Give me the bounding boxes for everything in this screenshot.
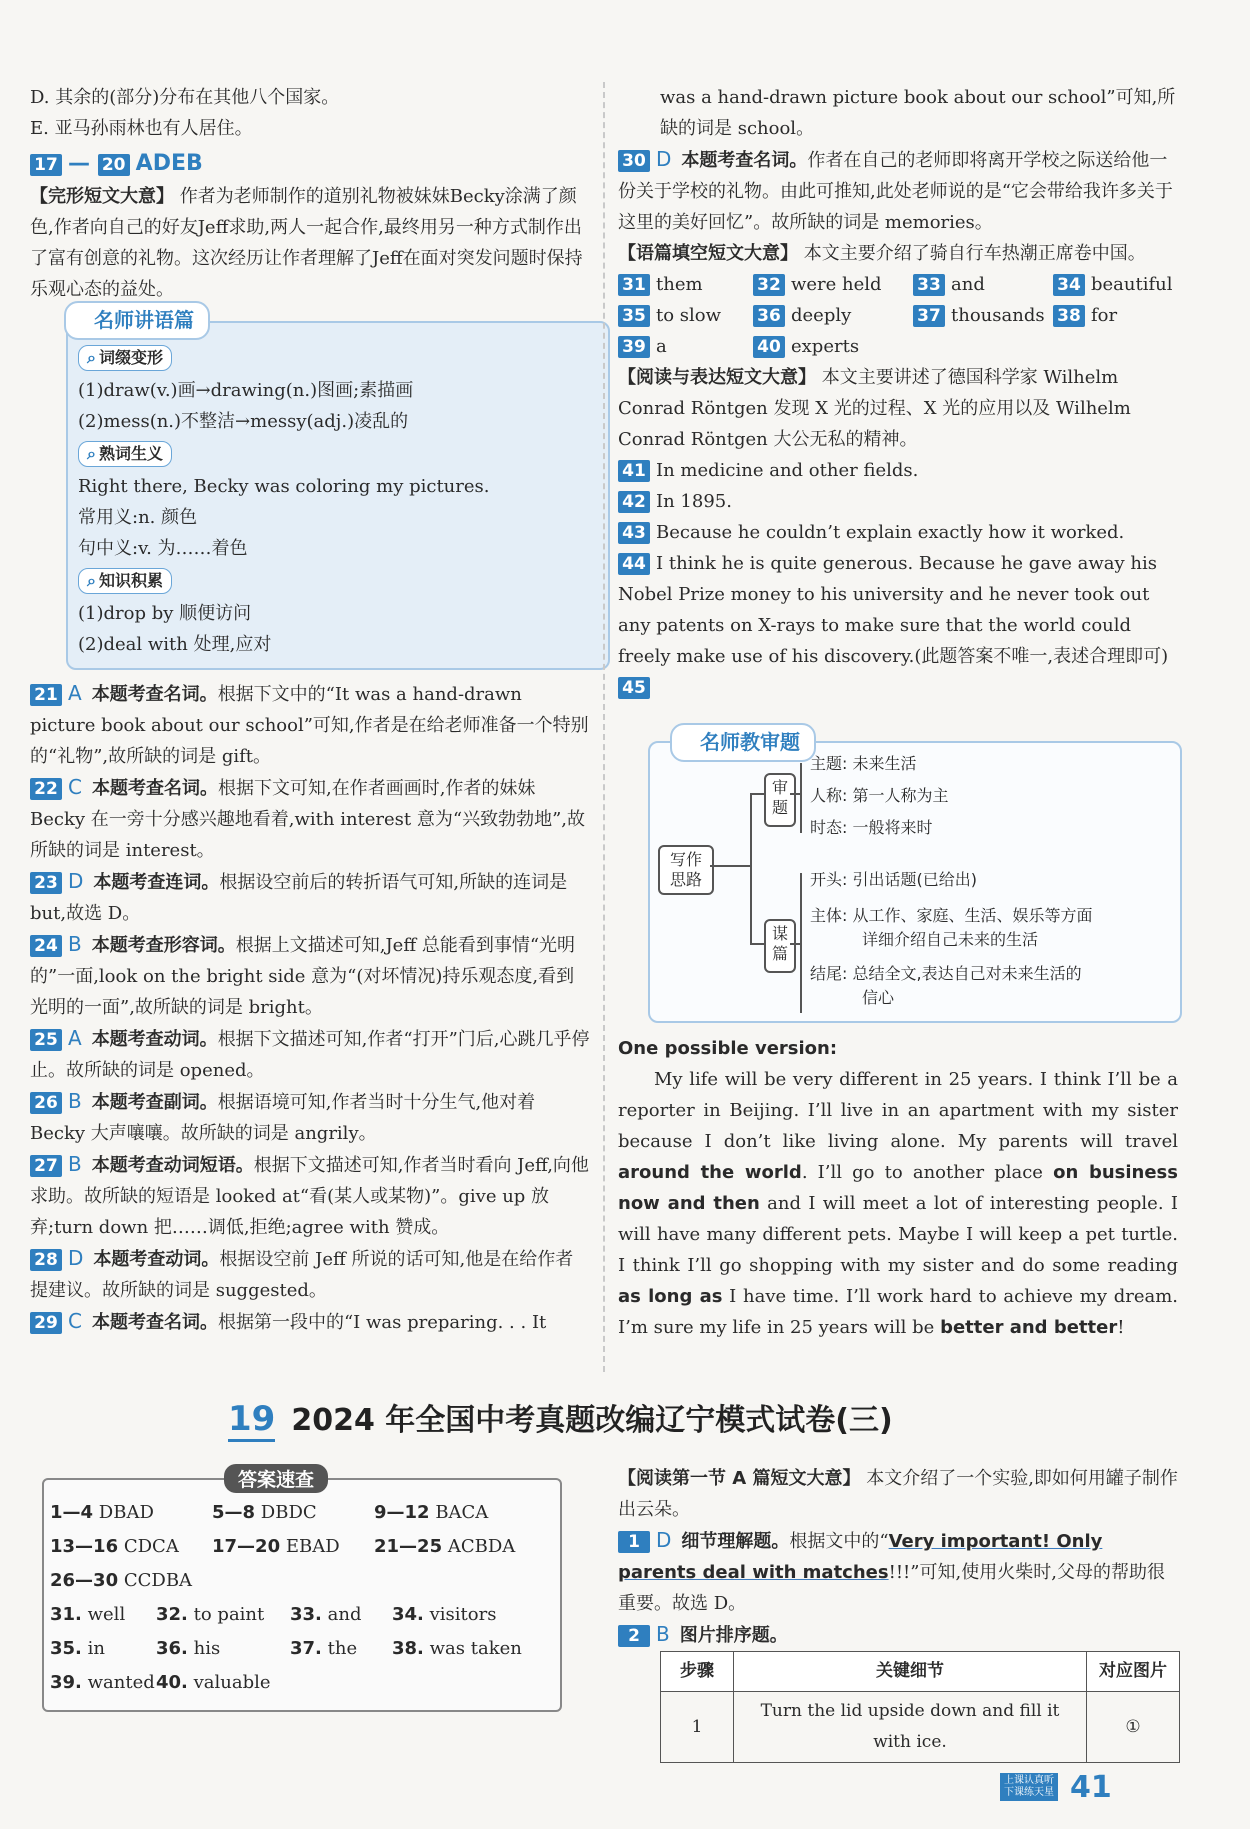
answer-range: 21—25 (374, 1536, 443, 1557)
read-summary (618, 362, 1178, 455)
qnum: 30 (618, 150, 650, 172)
cell-step: 1 (661, 1692, 734, 1763)
word: were held (791, 274, 882, 295)
qnum: 29 (30, 1312, 62, 1334)
answer: B (68, 1089, 82, 1113)
q44 (618, 548, 1178, 672)
essay-text: My life will be very different in 25 years. I think I’ll be a reporter in Beijing. I’ll live in an apartment with my sister because I don’t like living alone. My parents will travel (618, 1069, 1178, 1152)
qnum: 22 (30, 778, 62, 800)
fill-item (618, 300, 753, 331)
qnum: 34 (1053, 274, 1085, 296)
explanation: 作者在自己的老师即将离开学校之际送给他一份关于学校的礼物。由此可推知,此处老师说的是“它会带给我许多关于这里的美好回忆”。故所缺的词是 memories。 (618, 150, 1173, 233)
answer-range: 33. (290, 1604, 322, 1625)
answer-cell (50, 1536, 212, 1557)
slogan-line: 上课认真听 (1004, 1775, 1054, 1786)
connector (750, 943, 764, 945)
explanation: 根据下文中的“It was a hand-drawn picture book about our school”可知,作者是在给老师准备一个特别的“礼物”,故所缺的词是 gift。 (30, 684, 589, 767)
explanation: 根据设空前后的转折语气可知,所缺的连词是 but,故选 D。 (30, 872, 568, 924)
answer: ADEB (135, 151, 203, 176)
connector (790, 793, 800, 795)
column-divider (603, 82, 605, 1372)
essay-text: and I will meet a lot of interesting people. I will have many different pets. Maybe I will keep a pet turtle. I think I’ll go shopping with my sister and do some reading (618, 1193, 1178, 1276)
topic: 细节理解题。 (681, 1531, 790, 1552)
topic: 本题考查副词。 (91, 1092, 218, 1113)
answer-cell (290, 1604, 392, 1625)
word: thousands (951, 305, 1045, 326)
panel-title: 名师讲语篇 (64, 301, 210, 340)
person: 人称: 第一人称为主 (810, 786, 949, 805)
qnum: 44 (618, 553, 650, 575)
qnum: 21 (30, 684, 62, 706)
word: deeply (791, 305, 852, 326)
topic: 本题考查名词。 (681, 150, 808, 171)
qnum: 39 (618, 336, 650, 358)
teacher-panel (66, 308, 610, 670)
node-moupian: 谋篇 (764, 919, 796, 973)
answer-range: 13—16 (50, 1536, 119, 1557)
qnum: 32 (753, 274, 785, 296)
q28 (30, 1243, 590, 1306)
section-title-text: 2024 年全国中考真题改编辽宁模式试卷(三) (291, 1403, 893, 1438)
dash: — (68, 151, 90, 176)
answer-value: BACA (435, 1502, 489, 1523)
explanation: !!!”可知,使用火柴时,父母的帮助很重要。故选 D。 (618, 1562, 1165, 1614)
q26 (30, 1086, 590, 1149)
answer-range: 35. (50, 1638, 82, 1659)
answer-17-20 (30, 148, 590, 179)
fill-item (753, 331, 913, 362)
answer-cell (290, 1638, 392, 1659)
fill-item (753, 300, 913, 331)
answer-range: 38. (392, 1638, 424, 1659)
answer-text: Because he couldn’t explain exactly how it worked. (656, 522, 1125, 543)
answer-range: 34. (392, 1604, 424, 1625)
answer-range: 9—12 (374, 1502, 430, 1523)
q27 (30, 1149, 590, 1243)
answer: C (68, 1309, 82, 1333)
answer-range: 5—8 (212, 1502, 256, 1523)
answer-text: In medicine and other fields. (656, 460, 919, 481)
q41 (618, 455, 1178, 486)
answer-row (50, 1638, 550, 1659)
note-line: (2)mess(n.)不整洁→messy(adj.)凌乱的 (78, 411, 409, 432)
answer-cell (156, 1604, 290, 1625)
topic: 本题考查名词。 (91, 1312, 218, 1333)
answer: A (68, 681, 82, 705)
answer-value: CDCA (123, 1536, 179, 1557)
answer-value: DBAD (98, 1502, 154, 1523)
answer-value: well (87, 1604, 126, 1625)
answer-value: CCDBA (123, 1570, 193, 1591)
essay-bold: as long as (618, 1286, 723, 1307)
answer: D (68, 1246, 84, 1270)
mindmap-title: 名师教审题 (670, 723, 816, 762)
answer-cell (50, 1570, 212, 1591)
qnum: 2 (618, 1625, 650, 1647)
answer-range: 40. (156, 1672, 188, 1693)
tag-meaning: ⌕ 熟词生义 (78, 441, 172, 467)
answer-cell (156, 1672, 290, 1693)
q29 (30, 1306, 590, 1338)
answer-cell (50, 1502, 212, 1523)
fill-item (618, 331, 753, 362)
right-column (618, 82, 1178, 1343)
answer-row (50, 1604, 550, 1625)
topic: 图片排序题。 (679, 1625, 788, 1646)
note-line: (1)draw(v.)画→drawing(n.)图画;素描画 (78, 380, 414, 401)
body-2: 详细介绍自己未来的生活 (862, 930, 1039, 949)
qnum: 41 (618, 460, 650, 482)
q25 (30, 1023, 590, 1086)
answer-value: EBAD (285, 1536, 340, 1557)
summary-text: 本文主要讲述了德国科学家 Wilhelm Conrad Röntgen 发现 X 光的过程、X 光的应用以及 Wilhelm Conrad Röntgen 大公无私的精神。 (618, 367, 1131, 450)
answer: B (68, 932, 82, 956)
answer-value: valuable (193, 1672, 271, 1693)
answer: D (656, 1528, 672, 1552)
answer-value: wanted (87, 1672, 155, 1693)
summary-text: 本文主要介绍了骑自行车热潮正席卷中国。 (803, 243, 1146, 264)
fill-item (1053, 269, 1183, 300)
opening: 开头: 引出话题(已给出) (810, 870, 977, 889)
answer-row (50, 1672, 550, 1693)
answer-cell (50, 1604, 156, 1625)
answer-value: ACBDA (447, 1536, 516, 1557)
ending-1: 结尾: 总结全文,表达自己对未来生活的 (810, 964, 1082, 983)
answer: A (68, 1026, 82, 1050)
answer-value: visitors (429, 1604, 497, 1625)
col-step: 步骤 (661, 1652, 734, 1692)
quick-answers-box (42, 1469, 562, 1712)
body-1: 主体: 从工作、家庭、生活、娱乐等方面 (810, 906, 1093, 925)
note-line: 句中义:v. 为……着色 (78, 538, 248, 559)
answer-range: 31. (50, 1604, 82, 1625)
answer-text: I think he is quite generous. Because he gave away his Nobel Prize money to his university and he never took out any patents on X-rays to make sure that the world could freely make use of his discovery.(此题答案不唯一,表述合理即可) (618, 553, 1169, 667)
page-number: 41 (1070, 1770, 1112, 1805)
fill-item (1053, 300, 1183, 331)
answer-cell (374, 1502, 536, 1523)
connector (750, 793, 752, 943)
quote: Very important! Only parents deal with matches (618, 1531, 1103, 1583)
summary-text: 作者为老师制作的道别礼物被妹妹Becky涂满了颜色,作者向自己的好友Jeff求助,两人一起合作,最终用另一种方式制作出了富有创意的礼物。这次经历让作者理解了Jeff在面对突发问题时保持乐观心态的益处。 (30, 186, 583, 300)
ending-2: 信心 (862, 988, 895, 1007)
q45 (618, 672, 1178, 703)
topic: 本题考查连词。 (93, 872, 220, 893)
explanation: 根据下文描述可知,作者当时看向 Jeff,向他求助。故所缺的短语是 looked at“看(某人或某物)”。give up 放弃;turn down 把……调低,拒绝;agree with 赞成。 (30, 1155, 589, 1238)
qnum: 37 (913, 305, 945, 327)
option-e: E. 亚马孙雨林也有人居住。 (30, 118, 253, 139)
note-line: Right there, Becky was coloring my pictures. (78, 476, 490, 497)
connector (710, 865, 750, 867)
node-shenti: 审题 (764, 773, 796, 827)
qnum: 25 (30, 1029, 62, 1051)
answer-value: was taken (429, 1638, 522, 1659)
reading-a-summary (618, 1463, 1178, 1525)
connector (790, 943, 800, 945)
topic: 本题考查动词。 (93, 1249, 220, 1270)
a2 (618, 1619, 1178, 1651)
explanation: 根据下文可知,在作者画画时,作者的妹妹 Becky 在一旁十分感兴趣地看着,with interest 意为“兴致勃勃地”,故所缺的词是 interest。 (30, 778, 586, 861)
topic: 本题考查名词。 (91, 778, 218, 799)
answer-range: 1—4 (50, 1502, 94, 1523)
section-number: 19 (228, 1399, 275, 1442)
answer-cell (50, 1672, 156, 1693)
answer-range: 37. (290, 1638, 322, 1659)
fill-summary (618, 238, 1178, 269)
qnum: 24 (30, 935, 62, 957)
connector (750, 793, 764, 795)
explanation: 根据下文描述可知,作者“打开”门后,心跳几乎停止。故所缺的词是 opened。 (30, 1029, 590, 1081)
a1 (618, 1525, 1178, 1619)
explanation: 根据第一段中的“I was preparing. . . It (217, 1312, 547, 1333)
node-writing-idea: 写作思路 (658, 845, 714, 895)
cloze-summary (30, 181, 590, 305)
essay-text: ! (1117, 1317, 1125, 1338)
answer-cell (212, 1502, 374, 1523)
qnum: 31 (618, 274, 650, 296)
topic: 本题考查动词。 (91, 1029, 218, 1050)
qnum: 23 (30, 872, 62, 894)
summary-title: 【完形短文大意】 (30, 186, 174, 207)
fill-item (913, 300, 1053, 331)
q29-continued: was a hand-drawn picture book about our school”可知,所缺的词是 school。 (660, 87, 1176, 139)
summary-text: 本文介绍了一个实验,即如何用罐子制作出云朵。 (618, 1468, 1178, 1520)
qnum: 45 (618, 677, 650, 699)
answer-cell (374, 1536, 536, 1557)
note-line: (2)deal with 处理,应对 (78, 634, 272, 655)
qnum: 43 (618, 522, 650, 544)
topic: 本题考查形容词。 (91, 935, 236, 956)
version-title: One possible version: (618, 1038, 838, 1059)
fill-item (753, 269, 913, 300)
qnum: 26 (30, 1092, 62, 1114)
q43 (618, 517, 1178, 548)
essay-text: I have time. I’ll work hard to achieve my dream. I’m sure my life in 25 years will be (618, 1286, 1179, 1338)
writing-mindmap (648, 730, 1182, 1023)
col-picture: 对应图片 (1087, 1652, 1180, 1692)
qnum: 33 (913, 274, 945, 296)
tag-affix: ⌕ 词缀变形 (78, 345, 172, 371)
answer-range: 39. (50, 1672, 82, 1693)
section-title (228, 1395, 1028, 1439)
answer-cell (50, 1638, 156, 1659)
table-row (661, 1692, 1180, 1763)
answer-value: in (87, 1638, 105, 1659)
answer-cell (392, 1604, 522, 1625)
fill-item (618, 269, 753, 300)
qnum: 20 (98, 154, 130, 176)
summary-title: 【语篇填空短文大意】 (618, 243, 798, 264)
option-d: D. 其余的(部分)分布在其他八个国家。 (30, 87, 340, 108)
left-column (30, 82, 590, 1338)
answer-cell (156, 1638, 290, 1659)
answer: B (68, 1152, 82, 1176)
qnum: 27 (30, 1155, 62, 1177)
quick-answers-title: 答案速查 (224, 1464, 328, 1493)
answer-range: 17—20 (212, 1536, 281, 1557)
word: and (951, 274, 985, 295)
reading-a-answers (618, 1463, 1178, 1763)
slogan-line: 下课练天星 (1004, 1787, 1054, 1798)
word: for (1091, 305, 1118, 326)
word: them (656, 274, 703, 295)
slogan (1000, 1773, 1058, 1801)
answer-row (50, 1502, 550, 1523)
answer-value: DBDC (260, 1502, 317, 1523)
note-line: (1)drop by 顺便访问 (78, 603, 252, 624)
answer: D (656, 147, 672, 171)
theme: 主题: 未来生活 (810, 754, 917, 773)
explanation: 根据设空前 Jeff 所说的话可知,他是在给作者提建议。故所缺的词是 suggested。 (30, 1249, 574, 1301)
answer-range: 26—30 (50, 1570, 119, 1591)
answer-range: 32. (156, 1604, 188, 1625)
word: beautiful (1091, 274, 1173, 295)
answer-row (50, 1536, 550, 1557)
answer: D (68, 869, 84, 893)
q23 (30, 866, 590, 929)
tag-knowledge: ⌕ 知识积累 (78, 568, 172, 594)
essay-text: . I’ll go to another place (801, 1162, 1054, 1183)
essay-bold: on business now and then (618, 1162, 1178, 1214)
q30 (618, 144, 1178, 238)
fill-answers (618, 269, 1178, 362)
col-detail: 关键细节 (734, 1652, 1087, 1692)
fill-item (913, 269, 1053, 300)
q24 (30, 929, 590, 1023)
qnum: 1 (618, 1531, 650, 1553)
answer-cell (212, 1536, 374, 1557)
answer-value: the (327, 1638, 358, 1659)
note-line: 常用义:n. 颜色 (78, 507, 198, 528)
cell-picture: ① (1087, 1692, 1180, 1763)
q22 (30, 772, 590, 866)
connector (800, 873, 802, 1013)
answer-text: In 1895. (656, 491, 732, 512)
word: to slow (656, 305, 722, 326)
summary-title: 【阅读与表达短文大意】 (618, 367, 816, 388)
answer: C (68, 775, 82, 799)
essay-bold: better and better (940, 1317, 1118, 1338)
cell-detail: Turn the lid upside down and fill it with ice. (734, 1692, 1087, 1763)
topic: 本题考查动词短语。 (91, 1155, 254, 1176)
qnum: 42 (618, 491, 650, 513)
qnum: 35 (618, 305, 650, 327)
qnum: 38 (1053, 305, 1085, 327)
tense: 时态: 一般将来时 (810, 818, 933, 837)
explanation: 根据语境可知,作者当时十分生气,他对着 Becky 大声嚷嚷。故所缺的词是 angrily。 (30, 1092, 536, 1144)
answer: B (656, 1622, 670, 1646)
answer-value: to paint (193, 1604, 265, 1625)
steps-table (660, 1651, 1180, 1763)
word: experts (791, 336, 860, 357)
topic: 本题考查名词。 (91, 684, 218, 705)
word: a (656, 336, 667, 357)
explanation: 根据文中的“ (789, 1531, 889, 1552)
answer-range: 36. (156, 1638, 188, 1659)
qnum: 40 (753, 336, 785, 358)
essay-bold: around the world (618, 1162, 802, 1183)
summary-title: 【阅读第一节 A 篇短文大意】 (618, 1468, 861, 1489)
table-header (661, 1652, 1180, 1692)
qnum: 36 (753, 305, 785, 327)
answer-cell (392, 1638, 522, 1659)
answer-row (50, 1570, 550, 1591)
q21 (30, 678, 590, 772)
qnum: 28 (30, 1249, 62, 1271)
qnum: 17 (30, 154, 62, 176)
connector (800, 763, 802, 833)
sample-essay (618, 1064, 1178, 1343)
explanation: 根据上文描述可知,Jeff 总能看到事情“光明的”一面,look on the bright side 意为“(对坏情况)持乐观态度,看到光明的一面”,故所缺的词是 bright。 (30, 935, 576, 1018)
answer-value: his (193, 1638, 221, 1659)
answer-value: and (327, 1604, 362, 1625)
q42 (618, 486, 1178, 517)
